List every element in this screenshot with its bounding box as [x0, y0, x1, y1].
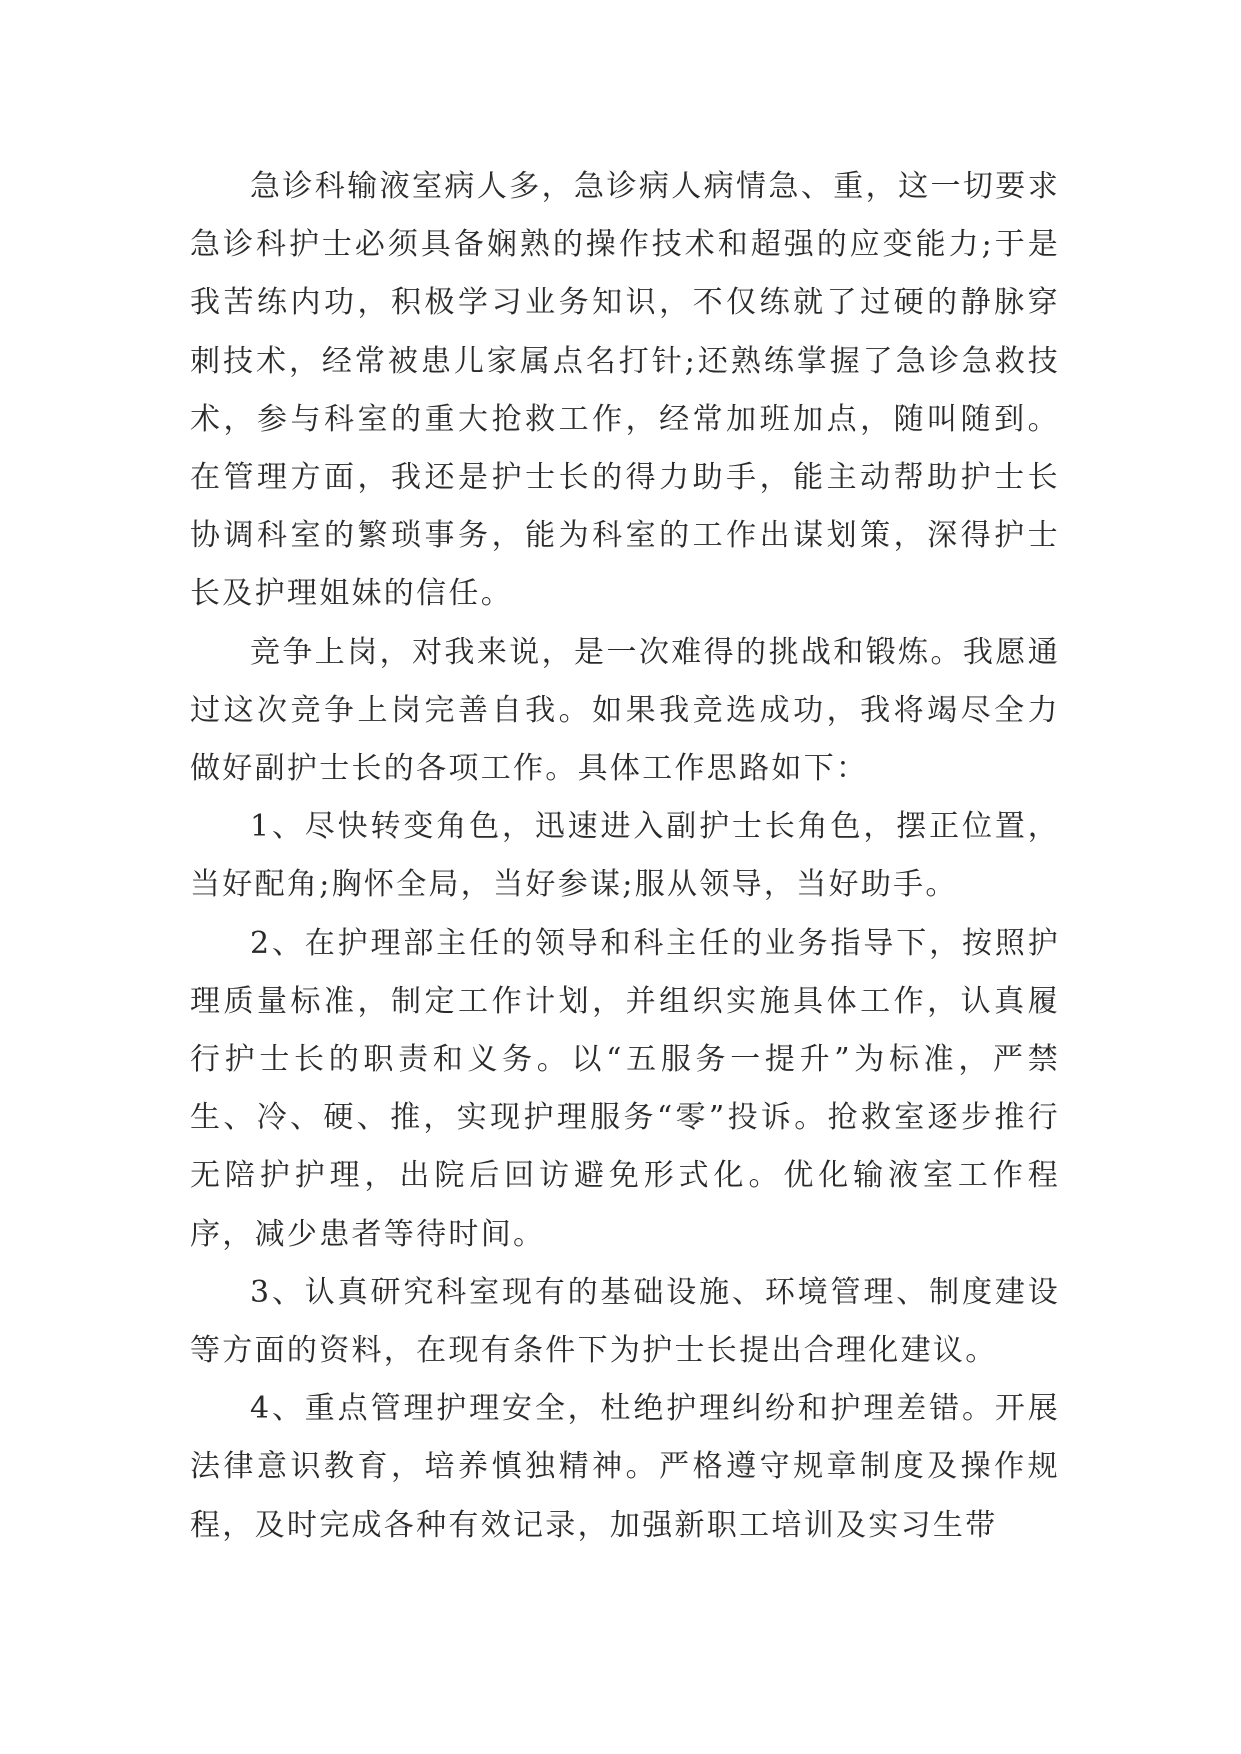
paragraph-emergency-work: 急诊科输液室病人多，急诊病人病情急、重，这一切要求急诊科护士必须具备娴熟的操作技术和超强的应变能力;于是我苦练内功，积极学习业务知识，不仅练就了过硬的静脉穿刺技术，经常被患儿家属点名打针;还熟练掌握了急诊急救技术，参与科室的重大抢救工作，经常加班加点，随叫随到。在管理方面，我还是护士长的得力助手，能主动帮助护士长协调科室的繁琐事务，能为科室的工作出谋划策，深得护士长及护理姐妹的信任。 [190, 169, 1060, 612]
paragraph-item-4: 4、重点管理护理安全，杜绝护理纠纷和护理差错。开展法律意识教育，培养慎独精神。严格遵守规章制度及操作规程，及时完成各种有效记录，加强新职工培训及实习生带 [190, 1391, 1060, 1543]
paragraph-item-3: 3、认真研究科室现有的基础设施、环境管理、制度建设等方面的资料，在现有条件下为护士长提出合理化建议。 [190, 1274, 1060, 1369]
paragraph-competition-intro: 竞争上岗，对我来说，是一次难得的挑战和锻炼。我愿通过这次竞争上岗完善自我。如果我竞选成功，我将竭尽全力做好副护士长的各项工作。具体工作思路如下： [190, 634, 1060, 787]
document-body [190, 158, 1060, 1555]
paragraph-item-2: 2、在护理部主任的领导和科主任的业务指导下，按照护理质量标准，制定工作计划，并组织实施具体工作，认真履行护士长的职责和义务。以“五服务一提升”为标准，严禁生、冷、硬、推，实现护理服务“零”投诉。抢救室逐步推行无陪护护理，出院后回访避免形式化。优化输液室工作程序，减少患者等待时间。 [190, 925, 1060, 1252]
paragraph-item-1: 1、尽快转变角色，迅速进入副护士长角色，摆正位置，当好配角;胸怀全局，当好参谋;服从领导，当好助手。 [190, 809, 1060, 903]
